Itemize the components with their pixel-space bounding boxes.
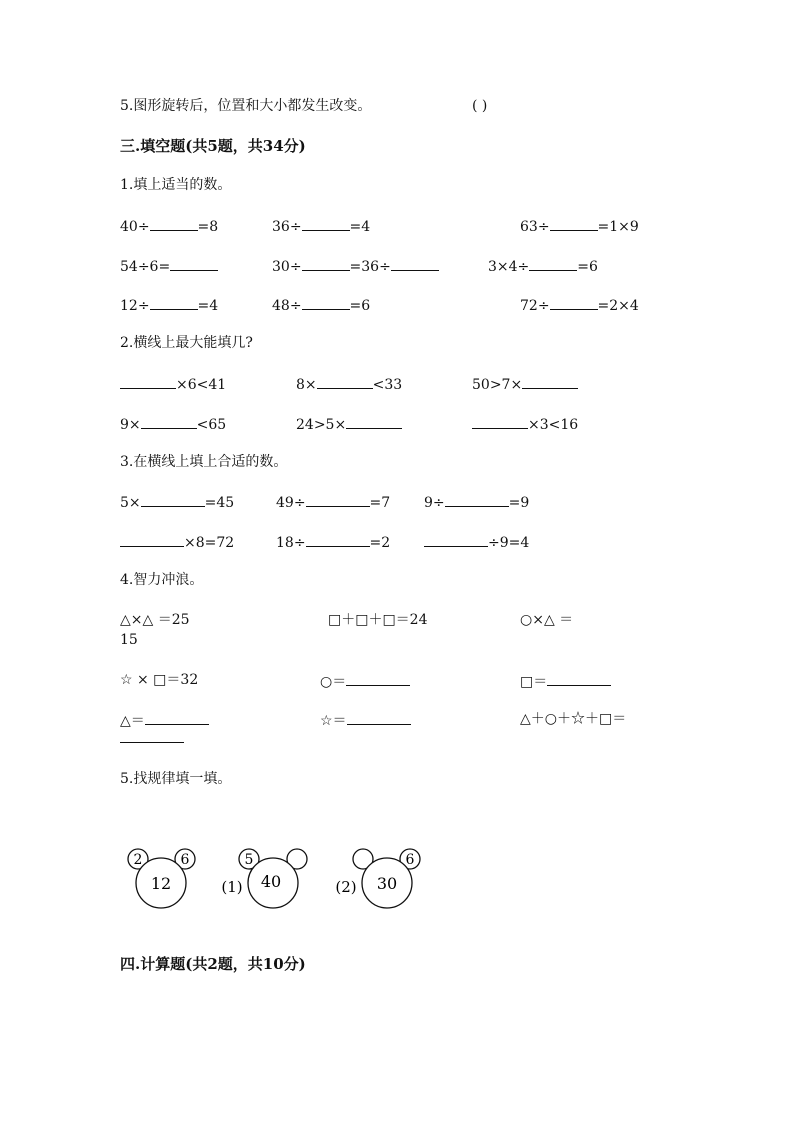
- answer-blank[interactable]: [550, 216, 598, 231]
- q2-r1-b-pre: 8×: [296, 377, 317, 393]
- q4-square-label: □＝: [520, 674, 548, 690]
- answer-blank[interactable]: [302, 216, 350, 231]
- bear1-left-number: 2: [133, 852, 143, 868]
- q4-eq-star: ☆ × □＝32: [120, 672, 199, 688]
- bear2-label: (1): [221, 878, 243, 896]
- section-4-title: 四.计算题(共2题，共10分): [120, 955, 306, 973]
- q1-r3-b-pre: 48÷: [272, 298, 302, 314]
- q3-r2-b: [276, 532, 390, 552]
- q1-r1-b: [272, 216, 370, 236]
- q3-r1-b: [276, 492, 390, 512]
- q3-r1-b-post: =7: [369, 495, 391, 511]
- answer-blank[interactable]: [550, 295, 598, 310]
- q1-r1-b-post: =4: [349, 219, 371, 235]
- q4-triangle-answer: [120, 710, 209, 730]
- q4-sum-answer: [120, 728, 184, 748]
- bear-example: [128, 849, 195, 908]
- q4-square-answer: [520, 671, 611, 691]
- q1-r1-a-post: =8: [197, 219, 219, 235]
- q4-eq-triangle: △×△ ＝25: [120, 612, 190, 628]
- bear-question-1: [221, 849, 307, 908]
- bear-pattern-figure: [118, 844, 458, 924]
- answer-blank[interactable]: [120, 374, 176, 389]
- bear3-label: (2): [335, 878, 357, 896]
- answer-blank[interactable]: [141, 414, 197, 429]
- q4-circle-label: ○＝: [320, 674, 347, 690]
- q3-r2-c-post: ÷9=4: [488, 535, 530, 551]
- q1-r3-b-post: =6: [349, 298, 371, 314]
- bear2-center-number: 40: [260, 872, 282, 891]
- answer-blank[interactable]: [522, 374, 578, 389]
- q1-r2-a-pre: 54÷6=: [120, 259, 171, 275]
- q1-r2-b: [272, 256, 439, 276]
- q1-r3-a-pre: 12÷: [120, 298, 150, 314]
- bear1-right-number: 6: [180, 852, 190, 868]
- q1-r2-c: [488, 256, 598, 276]
- q3-r1-c: [424, 492, 529, 512]
- q4-title: 4.智力冲浪。: [120, 572, 204, 588]
- answer-blank[interactable]: [120, 728, 184, 743]
- q1-r3-c: [520, 295, 639, 315]
- q1-r1-c: [520, 216, 639, 236]
- q2-r2-c-post: ×3<16: [528, 417, 579, 433]
- q4-star-label: ☆＝: [320, 713, 347, 729]
- bear3-right-number: 6: [405, 852, 415, 868]
- q3-r1-a-pre: 5×: [120, 495, 141, 511]
- q5-text: 5.图形旋转后，位置和大小都发生改变。: [120, 98, 372, 114]
- answer-blank[interactable]: [424, 532, 488, 547]
- q3-title: 3.在横线上填上合适的数。: [120, 454, 288, 470]
- q2-r1-c-pre: 50>7×: [472, 377, 523, 393]
- q4-star-answer: [320, 710, 411, 730]
- q2-r2-a-post: <65: [196, 417, 227, 433]
- q4-eq-circle-cont: 15: [120, 632, 138, 648]
- q1-r2-b-pre: 30÷: [272, 259, 302, 275]
- q2-r1-c: [472, 374, 578, 394]
- q3-r2-a: [120, 532, 234, 552]
- bear2-left-number: 5: [244, 852, 254, 868]
- q2-r1-b: [296, 374, 402, 394]
- answer-blank[interactable]: [346, 414, 402, 429]
- q2-r1-b-post: <33: [372, 377, 403, 393]
- q1-r2-c-post: =6: [577, 259, 598, 275]
- q1-r1-c-post: =1×9: [597, 219, 639, 235]
- section-3-title: 三.填空题(共5题，共34分): [120, 137, 306, 155]
- q4-eq-square: □＋□＋□＝24: [328, 612, 428, 628]
- q1-r3-b: [272, 295, 370, 315]
- q1-r3-c-pre: 72÷: [520, 298, 550, 314]
- q4-sum-equation: △＋○＋☆＋□＝: [520, 711, 627, 727]
- q4-triangle-label: △＝: [120, 713, 145, 729]
- q3-r1-c-post: =9: [508, 495, 530, 511]
- bear3-center-number: 30: [376, 874, 398, 893]
- q2-r2-a: [120, 414, 226, 434]
- q1-r3-a-post: =4: [197, 298, 219, 314]
- q1-r2-a: [120, 256, 218, 276]
- q2-title: 2.横线上最大能填几?: [120, 335, 253, 351]
- q3-r1-a: [120, 492, 234, 512]
- q1-r1-a-pre: 40÷: [120, 219, 150, 235]
- answer-blank[interactable]: [347, 710, 411, 725]
- q2-r1-a: [120, 374, 226, 394]
- q1-r1-a: [120, 216, 218, 236]
- answer-blank[interactable]: [391, 256, 439, 271]
- q2-r1-a-post: ×6<41: [176, 377, 227, 393]
- answer-blank[interactable]: [547, 671, 611, 686]
- q1-r1-b-pre: 36÷: [272, 219, 302, 235]
- q1-r2-b-mid: =36÷: [349, 259, 391, 275]
- answer-blank[interactable]: [472, 414, 528, 429]
- q2-r2-b: [296, 414, 402, 434]
- answer-blank[interactable]: [529, 256, 577, 271]
- answer-blank[interactable]: [306, 532, 370, 547]
- q3-r2-a-post: ×8=72: [184, 535, 235, 551]
- q2-r2-b-pre: 24>5×: [296, 417, 347, 433]
- answer-blank[interactable]: [120, 532, 184, 547]
- answer-blank[interactable]: [170, 256, 218, 271]
- q1-r2-c-pre: 3×4÷: [488, 259, 530, 275]
- answer-blank[interactable]: [346, 671, 410, 686]
- q2-r2-a-pre: 9×: [120, 417, 141, 433]
- bear-question-2: [335, 849, 420, 908]
- q5-pattern-title: 5.找规律填一填。: [120, 771, 232, 787]
- answer-blank[interactable]: [145, 710, 209, 725]
- q5-statement: [120, 97, 371, 115]
- answer-blank[interactable]: [302, 295, 350, 310]
- bear1-center-number: 12: [150, 874, 172, 893]
- q3-r2-b-post: =2: [369, 535, 391, 551]
- q1-title: 1.填上适当的数。: [120, 177, 232, 193]
- q3-r2-b-pre: 18÷: [276, 535, 306, 551]
- q3-r2-c: [424, 532, 529, 552]
- answer-blank[interactable]: [317, 374, 373, 389]
- answer-blank[interactable]: [141, 492, 205, 507]
- q3-r1-b-pre: 49÷: [276, 495, 306, 511]
- answer-blank[interactable]: [150, 295, 198, 310]
- q1-r1-c-pre: 63÷: [520, 219, 550, 235]
- q1-r3-a: [120, 295, 218, 315]
- answer-blank[interactable]: [306, 492, 370, 507]
- q3-r1-a-post: =45: [204, 495, 235, 511]
- answer-blank[interactable]: [445, 492, 509, 507]
- q4-circle-answer: [320, 671, 410, 691]
- q1-r3-c-post: =2×4: [597, 298, 639, 314]
- q3-r1-c-pre: 9÷: [424, 495, 445, 511]
- answer-blank[interactable]: [302, 256, 350, 271]
- answer-blank[interactable]: [150, 216, 198, 231]
- q4-eq-circle: ○×△ ＝: [520, 612, 574, 628]
- q2-r2-c: [472, 414, 578, 434]
- q5-answer-paren[interactable]: ( ): [472, 98, 488, 114]
